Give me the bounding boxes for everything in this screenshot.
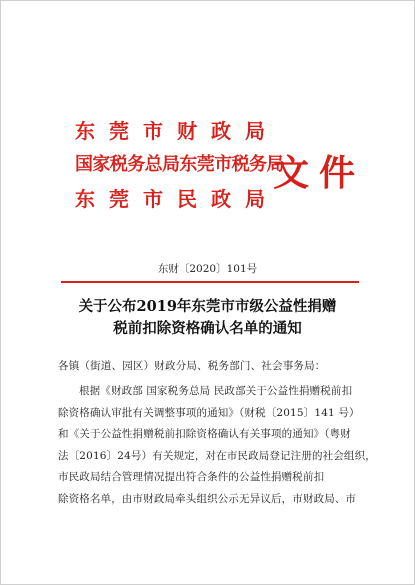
issuer-tax-bureau: 国家税务总局东莞市税务局 — [75, 154, 284, 175]
body-paragraph — [58, 381, 376, 510]
body-line: 和《关于公益性捐赠税前扣除资格确认有关事项的通知》（粤财 — [58, 428, 351, 440]
body-line: 除资格确认审批有关调整事项的通知》（财税〔2015〕141 号） — [58, 406, 360, 419]
document-title — [1, 296, 414, 340]
document-number: 东财〔2020〕101号 — [157, 263, 258, 275]
issuing-agencies — [75, 119, 284, 221]
body-line: 根据《财政部 国家税务总局 民政部关于公益性捐赠税前扣 — [79, 385, 353, 397]
issuer-finance-bureau: 东莞市财政局 — [75, 119, 279, 143]
title-line: 关于公布2019年东莞市市级公益性捐赠 — [78, 298, 337, 315]
title-line: 税前扣除资格确认名单的通知 — [113, 320, 302, 337]
body-line: 除资格名单，由市财政局牵头组织公示无异议后，市财政局、市 — [58, 492, 357, 505]
salutation: 各镇（街道、园区）财政分局、税务部门、社会事务局： — [58, 360, 326, 372]
issuer-civil-affairs-bureau: 东莞市民政局 — [75, 187, 279, 211]
body-line: 法〔2016〕24号）有关规定，对在市民政局登记注册的社会组织， — [58, 449, 376, 462]
red-divider-line — [61, 281, 359, 283]
body-line: 市民政局结合管理情况提出符合条件的公益性捐赠税前扣 — [58, 471, 325, 483]
document-type-label: 文件 — [273, 152, 366, 194]
